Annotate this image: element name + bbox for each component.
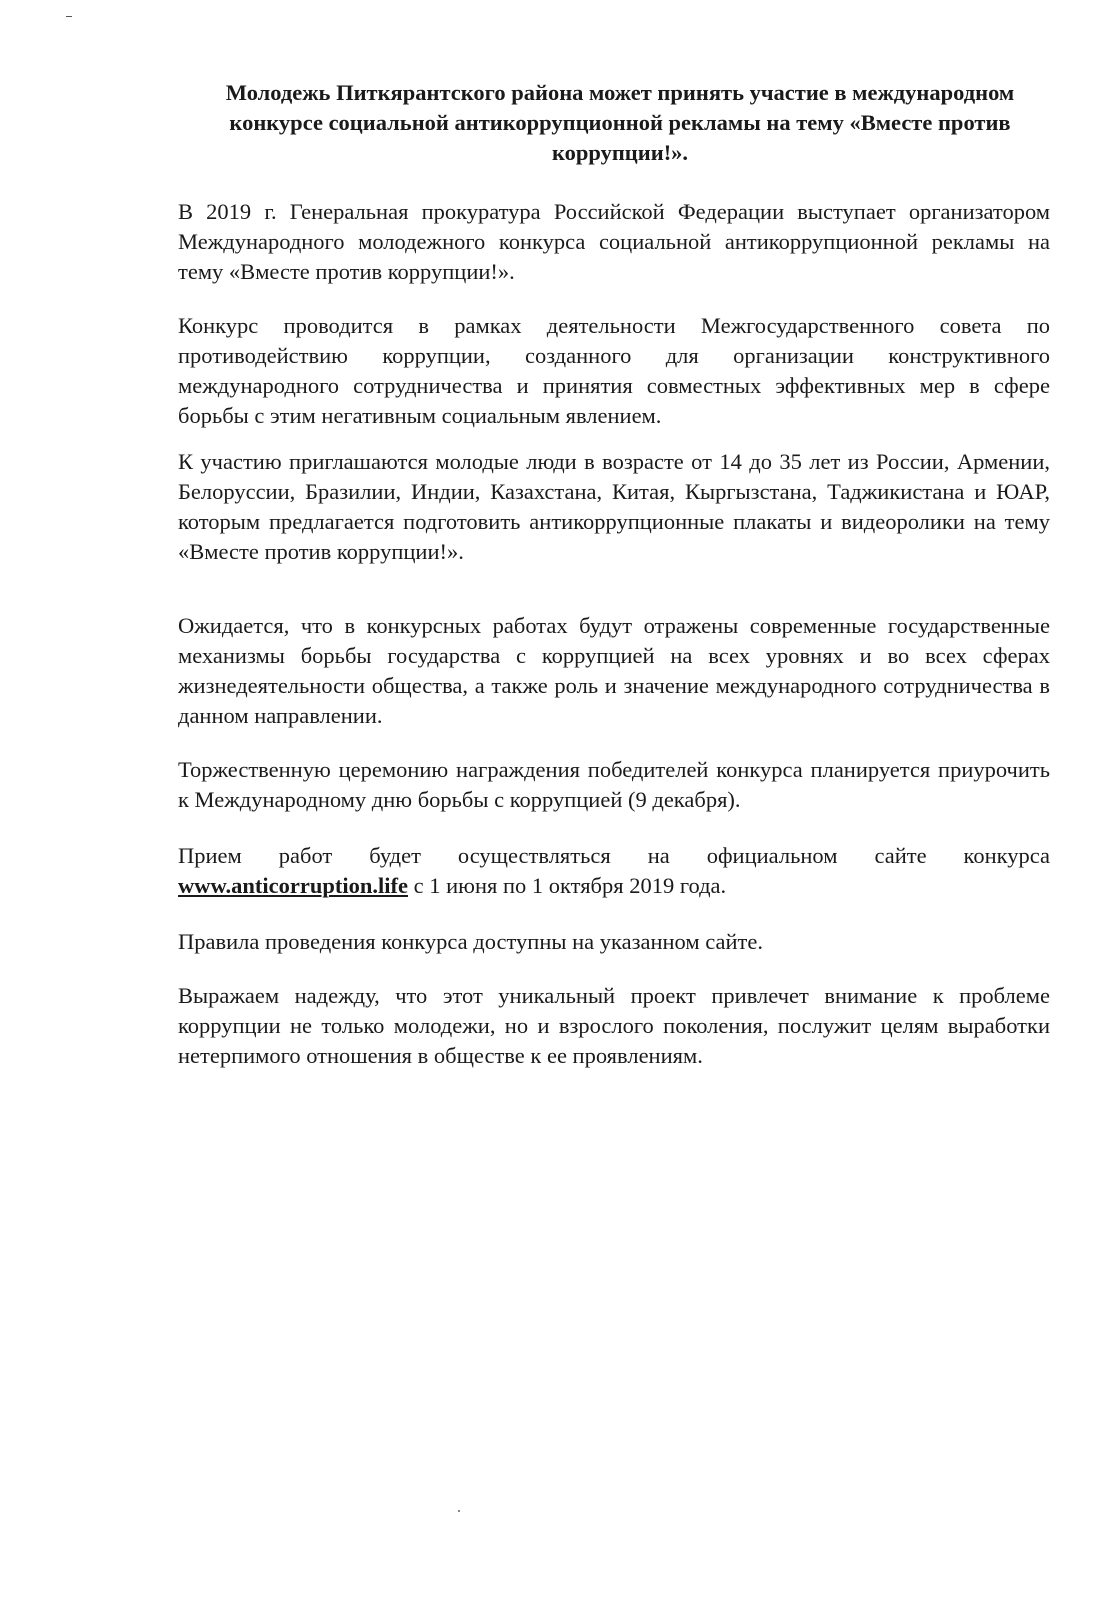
submission-text-before: Прием работ будет осуществляться на официальном сайте конкурса — [178, 843, 1050, 868]
contest-website-link[interactable]: www.anticorruption.life — [178, 873, 408, 898]
paragraph-participants: К участию приглашаются молодые люди в возрасте от 14 до 35 лет из России, Армении, Белоруссии, Бразилии, Индии, Казахстана, Китая, Кыргызстана, Таджикистана и ЮАР, которым предлагается подготовить антикоррупционные плакаты и видеоролики на тему «Вместе против коррупции!». — [178, 449, 1050, 564]
paragraph-submission — [178, 841, 1050, 901]
document-body — [178, 197, 1050, 1071]
paragraph-hope: Выражаем надежду, что этот уникальный проект привлечет внимание к проблеме коррупции не только молодежи, но и взрослого поколения, послужит целям выработки нетерпимого отношения в обществе к ее проявлениям. — [178, 983, 1050, 1068]
scan-artifact — [66, 16, 72, 17]
paragraph-expectations: Ожидается, что в конкурсных работах будут отражены современные государственные механизмы борьбы государства с коррупцией на всех уровнях и во всех сферах жизнедеятельности общества, а также роль и значение международного сотрудничества в данном направлении. — [178, 613, 1050, 728]
paragraph-rules: Правила проведения конкурса доступны на указанном сайте. — [178, 929, 763, 954]
scan-artifact-dot — [458, 1510, 460, 1512]
document-title: Молодежь Питкярантского района может принять участие в международном конкурсе социальной антикоррупционной рекламы на тему «Вместе против коррупции!». — [225, 80, 1015, 165]
paragraph-council: Конкурс проводится в рамках деятельности Межгосударственного совета по противодействию коррупции, созданного для организации конструктивного международного сотрудничества и принятия совместных эффективных мер в сфере борьбы с этим негативным социальным явлением. — [178, 313, 1050, 428]
paragraph-ceremony: Торжественную церемонию награждения победителей конкурса планируется приурочить к Международному дню борьбы с коррупцией (9 декабря). — [178, 757, 1050, 812]
submission-text-after: с 1 июня по 1 октября 2019 года. — [408, 873, 727, 898]
paragraph-organizer: В 2019 г. Генеральная прокуратура Российской Федерации выступает организатором Международного молодежного конкурса социальной антикоррупционной рекламы на тему «Вместе против коррупции!». — [178, 199, 1050, 284]
